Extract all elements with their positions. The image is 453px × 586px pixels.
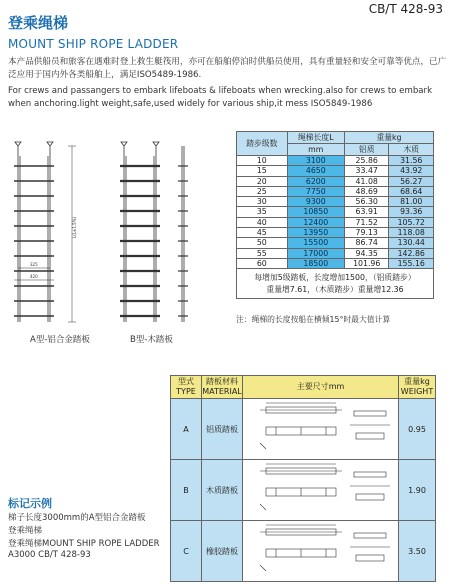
dimension-drawing-cell (243, 521, 399, 582)
dim-total-label: L(L±1.5%) (72, 216, 77, 238)
spec-cell-wood: 118.08 (389, 228, 434, 238)
spec-cell-al: 101.96 (344, 258, 388, 268)
spec-cell-wood: 56.27 (389, 176, 434, 186)
spec-cell-wood: 142.86 (389, 248, 434, 258)
weight-cell: 0.95 (399, 399, 436, 460)
spec-cell-al: 33.47 (344, 166, 388, 176)
spec-note (237, 269, 434, 299)
spec-cell-wood: 31.56 (389, 156, 434, 166)
weight-cell: 3.50 (399, 521, 436, 582)
spec-row (237, 166, 434, 176)
spec-cell-al: 41.08 (344, 176, 388, 186)
spec-cell-len: 13950 (287, 228, 344, 238)
spec-cell-steps: 30 (237, 197, 288, 207)
type-row (171, 399, 436, 460)
spec-cell-len: 7750 (287, 186, 344, 196)
col-length-unit: mm (287, 144, 344, 156)
spec-cell-wood: 68.64 (389, 186, 434, 196)
spec-row (237, 217, 434, 227)
example-line-2: 登乘绳梯 (8, 526, 43, 536)
spec-note-2: 重量增7.61，（木质踏步）重量增12.36 (266, 284, 404, 294)
col-type: 型式 TYPE (171, 376, 202, 399)
weight-cell: 1.90 (399, 460, 436, 521)
col-dimensions: 主要尺寸mm (243, 376, 399, 399)
spec-row (237, 176, 434, 186)
spec-cell-len: 3100 (287, 156, 344, 166)
spec-cell-steps: 15 (237, 166, 288, 176)
spec-cell-len: 15500 (287, 238, 344, 248)
spec-cell-al: 63.91 (344, 207, 388, 217)
spec-cell-wood: 93.36 (389, 207, 434, 217)
spec-cell-steps: 50 (237, 238, 288, 248)
ladder-b-drawing (110, 138, 200, 328)
example-line-1: 梯子长度3000mm的A型铝合金踏板 (8, 513, 146, 523)
ladder-a-label: A型-铝合金踏板 (30, 335, 90, 345)
spec-cell-len: 18500 (287, 258, 344, 268)
spec-cell-steps: 45 (237, 228, 288, 238)
spec-cell-len: 4650 (287, 166, 344, 176)
dim-1-label: 325 (30, 262, 38, 267)
spec-cell-steps: 40 (237, 217, 288, 227)
example-title: 标记示例 (8, 497, 52, 510)
spec-cell-steps: 20 (237, 176, 288, 186)
spec-note-1: 每增加5级踏板，长度增加1500，（铝质踏步） (254, 273, 416, 283)
example-line-4: A3000 CB/T 428-93 (8, 550, 91, 560)
spec-row (237, 238, 434, 248)
type-cell: B (171, 460, 202, 521)
spec-row (237, 228, 434, 238)
dimension-drawing-cell (243, 460, 399, 521)
spec-row (237, 186, 434, 196)
spec-cell-wood: 130.44 (389, 238, 434, 248)
spec-cell-len: 6200 (287, 176, 344, 186)
spec-cell-al: 56.30 (344, 197, 388, 207)
spec-cell-wood: 155.16 (389, 258, 434, 268)
type-row (171, 460, 436, 521)
ladder-b-label: B型-木踏板 (130, 335, 173, 345)
spec-row (237, 248, 434, 258)
spec-cell-steps: 35 (237, 207, 288, 217)
description-en: For crews and passangers to embark lifeboats & lifeboats when wrecking.also for crews to embark when anchoring.light weight,safe,used widely for various ship,it mess ISO5849-1986 (8, 86, 433, 109)
example-line-3: 登乘绳梯MOUNT SHIP ROPE LADDER (8, 539, 160, 549)
spec-cell-steps: 25 (237, 186, 288, 196)
standard-code: CB/T 428-93 (368, 2, 443, 16)
spec-cell-len: 9300 (287, 197, 344, 207)
material-cell: 橡胶踏板 (202, 521, 243, 582)
spec-cell-steps: 10 (237, 156, 288, 166)
spec-cell-wood: 105.72 (389, 217, 434, 227)
col-wood: 木质 (389, 144, 434, 156)
spec-cell-al: 71.52 (344, 217, 388, 227)
spec-row (237, 156, 434, 166)
spec-cell-al: 48.69 (344, 186, 388, 196)
col-al: 铝质 (344, 144, 388, 156)
col-steps: 踏步级数 (237, 132, 288, 156)
tread-drawing (246, 460, 396, 518)
spec-cell-len: 10850 (287, 207, 344, 217)
spec-row (237, 197, 434, 207)
dimension-drawing-cell (243, 399, 399, 460)
material-cell: 铝质踏板 (202, 399, 243, 460)
page-title-cn: 登乘绳梯 (8, 14, 69, 32)
spec-cell-al: 79.13 (344, 228, 388, 238)
spec-cell-wood: 43.92 (389, 166, 434, 176)
description-cn: 本产品供船员和旅客在遇难时登上救生艇筏用，亦可在船舶停泊时供船员使用，具有重量轻和安全可靠等优点，已广泛应用于国内外各类船舶上，满足ISO5489-1986. (8, 57, 447, 80)
spec-cell-al: 25.86 (344, 156, 388, 166)
spec-cell-steps: 60 (237, 258, 288, 268)
spec-table (236, 131, 434, 299)
dim-2-label: 420 (30, 274, 38, 279)
col-weight: 重量kg (344, 132, 433, 144)
type-cell: A (171, 399, 202, 460)
spec-cell-al: 86.74 (344, 238, 388, 248)
spec-cell-wood: 81.00 (389, 197, 434, 207)
angle-note: 注：绳梯的长度按船在横倾15°时最大值计算 (236, 315, 391, 324)
material-cell: 木质踏板 (202, 460, 243, 521)
type-row (171, 521, 436, 582)
type-table (170, 375, 436, 582)
spec-cell-al: 94.35 (344, 248, 388, 258)
spec-cell-len: 17000 (287, 248, 344, 258)
tread-drawing (246, 521, 396, 579)
page-title-en: MOUNT SHIP ROPE LADDER (8, 37, 179, 51)
spec-row (237, 207, 434, 217)
col-length: 绳梯长度L (287, 132, 344, 144)
type-cell: C (171, 521, 202, 582)
ladder-a-drawing (10, 138, 105, 328)
col-material: 踏板材料 MATERIAL (202, 376, 243, 399)
spec-cell-len: 12400 (287, 217, 344, 227)
spec-cell-steps: 55 (237, 248, 288, 258)
col-weight: 重量kg WEIGHT (399, 376, 436, 399)
spec-row (237, 258, 434, 268)
tread-drawing (246, 399, 396, 457)
